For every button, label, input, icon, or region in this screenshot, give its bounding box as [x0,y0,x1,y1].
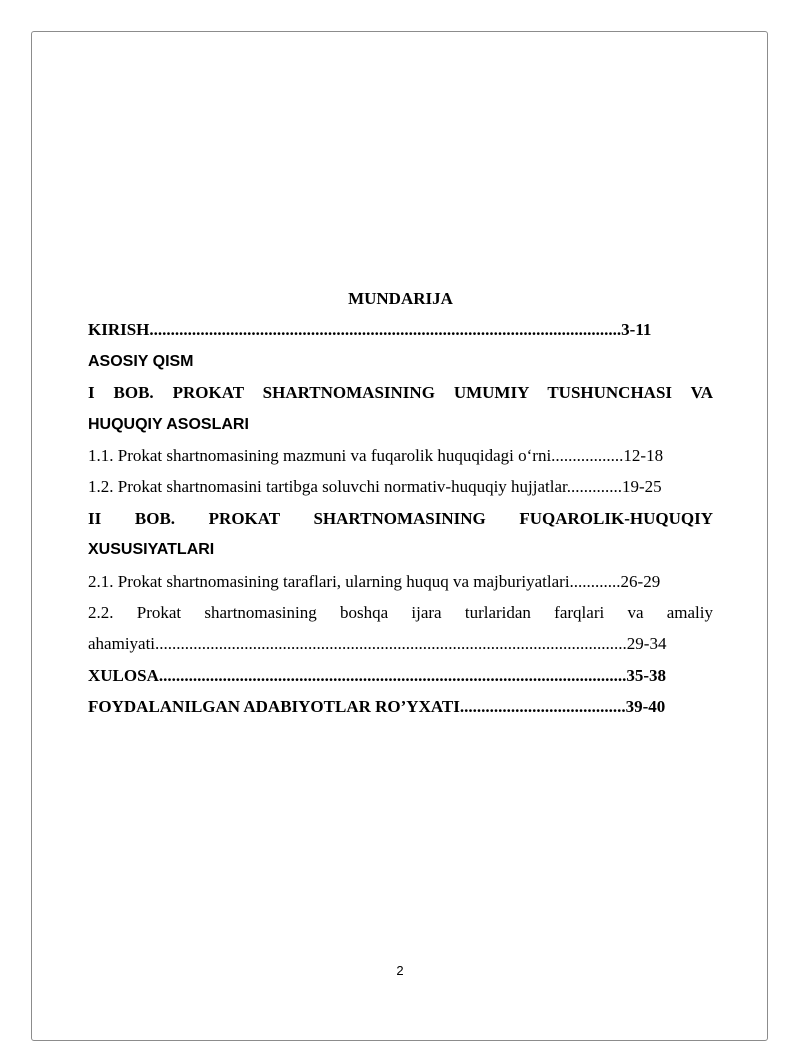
toc-entry-2-2-line-2: ahamiyati...............................................................................................................29-34 [88,634,667,654]
toc-entry-xulosa: XULOSA..............................................................................................................35-38 [88,665,667,685]
toc-entry-kirish: KIRISH...............................................................................................................3-11 [88,320,652,340]
toc-entry-foydalanilgan: FOYDALANILGAN ADABIYOTLAR RO’YXATI.......................................39-40 [88,697,666,717]
page-number: 2 [396,963,404,978]
toc-entry-2-1: 2.1. Prokat shartnomasining taraflari, ularning huquq va majburiyatlari............26-29 [88,571,661,591]
toc-chapter-1-line-1: I BOB. PROKAT SHARTNOMASINING UMUMIY TUSHUNCHASI VA [88,383,713,403]
table-of-contents [88,283,713,723]
toc-entry-1-2: 1.2. Prokat shartnomasini tartibga soluvchi normativ-huquqiy hujjatlar.............19-25 [88,477,662,497]
toc-entry-2-2-line-1: 2.2. Prokat shartnomasining boshqa ijara turlaridan farqlari va amaliy [88,603,713,623]
toc-chapter-2-line-2: XUSUSIYATLARI [88,541,215,559]
toc-section-asosiy-qism: ASOSIY QISM [88,352,194,370]
toc-chapter-1-line-2: HUQUQIY ASOSLARI [88,415,249,433]
toc-entry-1-1: 1.1. Prokat shartnomasining mazmuni va fuqarolik huquqidagi o‘rni.................12-18 [88,446,664,466]
toc-chapter-2-line-1: II BOB. PROKAT SHARTNOMASINING FUQAROLIK-HUQUQIY [88,508,713,528]
toc-title: MUNDARIJA [348,289,453,308]
